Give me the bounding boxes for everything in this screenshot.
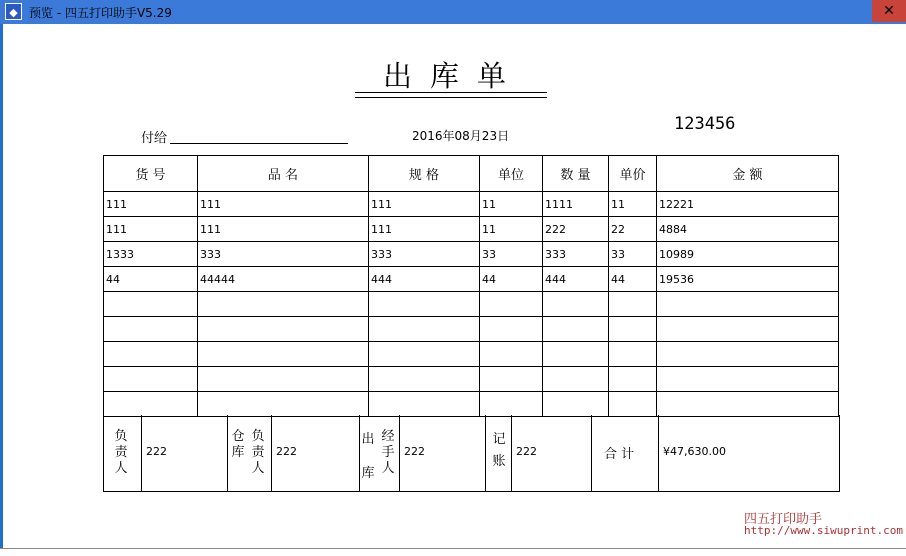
warehouse-label-cell	[228, 415, 272, 491]
table-cell: 333	[369, 242, 480, 267]
table-cell: 44	[480, 267, 543, 292]
outbound-label: 出库	[361, 432, 375, 481]
items-table	[103, 155, 839, 417]
table-cell: 10989	[657, 242, 839, 267]
table-cell	[198, 292, 369, 317]
table-cell	[104, 342, 198, 367]
bookkeeper-label: 记账	[492, 432, 506, 469]
table-cell	[480, 392, 543, 417]
table-cell: 44	[609, 267, 657, 292]
table-cell	[369, 367, 480, 392]
column-header: 单位	[480, 156, 543, 192]
payto-blank-line	[170, 143, 348, 144]
table-row	[104, 367, 839, 392]
table-cell: 444	[543, 267, 609, 292]
column-header: 品 名	[198, 156, 369, 192]
table-cell: 111	[104, 192, 198, 217]
table-row	[104, 217, 839, 242]
close-button[interactable]: ✕	[872, 0, 906, 22]
table-cell: 1111	[543, 192, 609, 217]
table-cell	[198, 317, 369, 342]
total-value: ¥47,630.00	[663, 445, 726, 458]
table-cell	[609, 317, 657, 342]
table-cell	[369, 392, 480, 417]
warehouse-value-cell	[272, 415, 360, 491]
table-cell: 1333	[104, 242, 198, 267]
table-cell	[657, 392, 839, 417]
column-header: 单价	[609, 156, 657, 192]
table-cell	[657, 292, 839, 317]
responsible-label-cell	[104, 415, 142, 491]
signature-row	[103, 415, 840, 492]
table-cell	[369, 342, 480, 367]
handler-value: 222	[404, 445, 425, 458]
table-cell: 44444	[198, 267, 369, 292]
table-cell	[104, 367, 198, 392]
table-cell	[609, 342, 657, 367]
table-cell: 19536	[657, 267, 839, 292]
table-cell: 11	[480, 192, 543, 217]
table-cell: 444	[369, 267, 480, 292]
responsible-value: 222	[146, 445, 167, 458]
table-cell	[543, 392, 609, 417]
table-cell	[104, 392, 198, 417]
bookkeeper-value-cell	[512, 415, 592, 491]
table-cell	[480, 342, 543, 367]
table-cell: 12221	[657, 192, 839, 217]
total-label-cell	[592, 415, 659, 491]
warehouse-responsible-label: 负责人	[251, 429, 265, 476]
table-cell	[657, 367, 839, 392]
table-cell: 11	[480, 217, 543, 242]
table-cell: 111	[104, 217, 198, 242]
handler-value-cell	[400, 415, 486, 491]
document-title: 出库单	[383, 59, 525, 93]
total-label: 合 计	[604, 447, 635, 462]
table-cell	[480, 292, 543, 317]
bookkeeper-label-cell	[486, 415, 512, 491]
table-cell	[657, 342, 839, 367]
table-cell: 33	[609, 242, 657, 267]
table-cell: 11	[609, 192, 657, 217]
print-preview-area	[3, 24, 906, 550]
table-cell	[480, 317, 543, 342]
table-cell	[609, 292, 657, 317]
title-underline	[355, 92, 547, 93]
table-cell	[657, 317, 839, 342]
table-row	[104, 292, 839, 317]
table-cell	[609, 392, 657, 417]
table-cell: 33	[480, 242, 543, 267]
document-number: 123456	[674, 114, 736, 134]
table-cell	[543, 317, 609, 342]
responsible-value-cell	[142, 415, 228, 491]
table-cell	[104, 317, 198, 342]
table-cell	[543, 342, 609, 367]
table-cell: 111	[198, 192, 369, 217]
table-header-row	[104, 156, 839, 192]
table-cell: 111	[369, 217, 480, 242]
table-cell: 111	[198, 217, 369, 242]
table-row	[104, 317, 839, 342]
column-header: 金 额	[657, 156, 839, 192]
brand-url[interactable]: http://www.siwuprint.com	[744, 524, 903, 537]
bookkeeper-value: 222	[516, 445, 537, 458]
warehouse-label: 仓库	[231, 429, 245, 460]
table-cell: 222	[543, 217, 609, 242]
table-cell	[609, 367, 657, 392]
table-cell	[369, 317, 480, 342]
table-row	[104, 192, 839, 217]
table-cell	[198, 367, 369, 392]
column-header: 数 量	[543, 156, 609, 192]
column-header: 货 号	[104, 156, 198, 192]
table-cell	[198, 392, 369, 417]
title-bar	[0, 0, 906, 24]
title-underline-2	[355, 97, 547, 98]
table-cell: 4884	[657, 217, 839, 242]
window-title: 预览 - 四五打印助手V5.29	[29, 6, 172, 20]
table-cell	[543, 292, 609, 317]
table-row	[104, 267, 839, 292]
table-row	[104, 392, 839, 417]
table-row	[104, 242, 839, 267]
table-cell: 111	[369, 192, 480, 217]
table-cell: 333	[543, 242, 609, 267]
warehouse-value: 222	[276, 445, 297, 458]
handler-label-cell	[360, 415, 400, 491]
table-cell	[104, 292, 198, 317]
table-cell: 22	[609, 217, 657, 242]
payto-label: 付给	[141, 131, 168, 146]
responsible-label: 负责人	[114, 429, 128, 476]
column-header: 规 格	[369, 156, 480, 192]
brand-name: 四五打印助手	[744, 512, 823, 527]
table-cell	[198, 342, 369, 367]
table-cell: 44	[104, 267, 198, 292]
total-value-cell	[659, 415, 840, 491]
app-logo-icon: ◆	[5, 3, 22, 20]
document-date: 2016年08月23日	[412, 129, 510, 143]
table-row	[104, 342, 839, 367]
handler-label: 经手人	[381, 429, 395, 476]
table-cell	[369, 292, 480, 317]
table-cell: 333	[198, 242, 369, 267]
table-cell	[480, 367, 543, 392]
table-cell	[543, 367, 609, 392]
